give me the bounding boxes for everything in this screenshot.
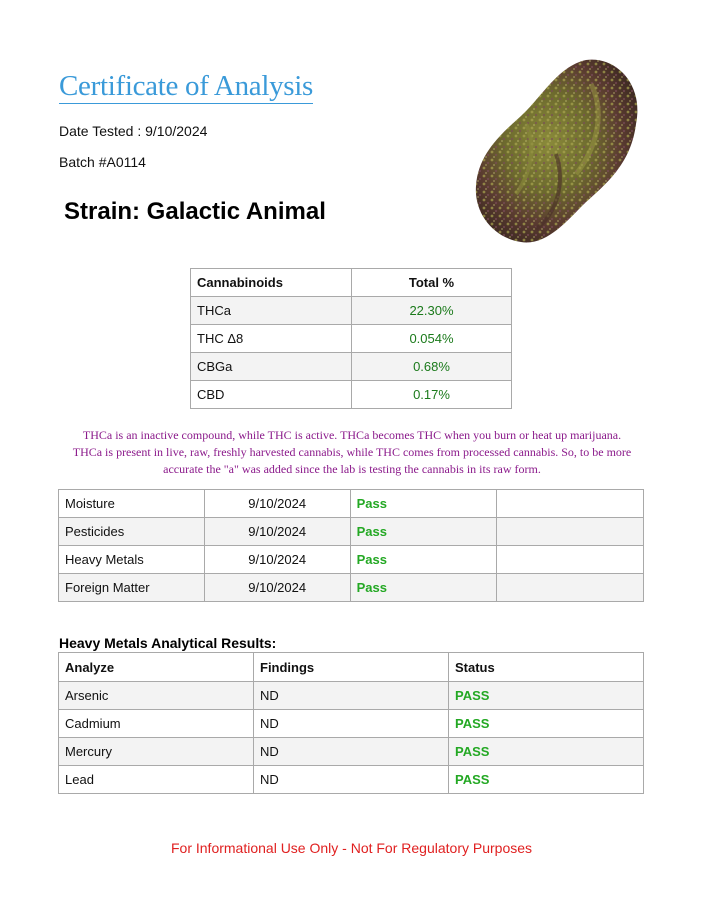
table-row (59, 682, 644, 710)
test-date: 9/10/2024 (204, 546, 350, 574)
cannabinoid-name: THC Δ8 (191, 325, 352, 353)
test-name: Foreign Matter (59, 574, 205, 602)
cannabinoid-total: 0.68% (352, 353, 512, 381)
test-extra (497, 490, 644, 518)
heavy-metals-table (58, 652, 644, 794)
analyte-name: Arsenic (59, 682, 254, 710)
test-name: Moisture (59, 490, 205, 518)
header-status: Status (449, 653, 644, 682)
header-total-percent: Total % (352, 269, 512, 297)
analyte-status: PASS (449, 766, 644, 794)
date-tested: Date Tested : 9/10/2024 (59, 123, 208, 139)
test-result: Pass (350, 518, 497, 546)
table-row (59, 766, 644, 794)
strain-name: Strain: Galactic Animal (64, 198, 326, 225)
safety-tests-table (58, 489, 644, 602)
batch-number: Batch #A0114 (59, 154, 146, 170)
test-name: Heavy Metals (59, 546, 205, 574)
analyte-status: PASS (449, 710, 644, 738)
note-line: THCa is an inactive compound, while THC is active. THCa becomes THC when you burn or heat up marijuana. (82, 428, 622, 442)
analyte-name: Cadmium (59, 710, 254, 738)
table-row (59, 574, 644, 602)
analyte-status: PASS (449, 682, 644, 710)
test-result: Pass (350, 490, 497, 518)
cannabinoid-name: CBGa (191, 353, 352, 381)
product-bud-image (466, 54, 646, 254)
table-row (59, 710, 644, 738)
test-result: Pass (350, 546, 497, 574)
cannabinoid-total: 0.054% (352, 325, 512, 353)
analyte-name: Mercury (59, 738, 254, 766)
table-row (191, 325, 512, 353)
note-line: THCa is present in live, raw, freshly harvested cannabis, while THC comes from processed cannabis. So, to be more (72, 445, 632, 459)
table-row (59, 490, 644, 518)
heavy-metals-section-title: Heavy Metals Analytical Results: (59, 635, 277, 651)
test-extra (497, 518, 644, 546)
test-name: Pesticides (59, 518, 205, 546)
table-header-row (191, 269, 512, 297)
test-date: 9/10/2024 (204, 574, 350, 602)
thca-explanation-note (58, 427, 646, 478)
test-date: 9/10/2024 (204, 518, 350, 546)
table-row (191, 381, 512, 409)
test-result: Pass (350, 574, 497, 602)
note-line: accurate the "a" was added since the lab is testing the cannabis in its raw form. (163, 462, 541, 476)
test-extra (497, 546, 644, 574)
cannabinoid-total: 22.30% (352, 297, 512, 325)
cannabinoid-name: CBD (191, 381, 352, 409)
table-row (59, 738, 644, 766)
cannabinoids-table (190, 268, 512, 409)
test-extra (497, 574, 644, 602)
table-row (59, 546, 644, 574)
analyte-status: PASS (449, 738, 644, 766)
table-row (191, 297, 512, 325)
header-findings: Findings (254, 653, 449, 682)
table-row (191, 353, 512, 381)
test-date: 9/10/2024 (204, 490, 350, 518)
cannabinoid-total: 0.17% (352, 381, 512, 409)
analyte-finding: ND (254, 738, 449, 766)
analyte-finding: ND (254, 766, 449, 794)
table-row (59, 518, 644, 546)
cannabinoid-name: THCa (191, 297, 352, 325)
header-cannabinoids: Cannabinoids (191, 269, 352, 297)
analyte-finding: ND (254, 710, 449, 738)
regulatory-disclaimer: For Informational Use Only - Not For Regulatory Purposes (170, 840, 533, 856)
analyte-name: Lead (59, 766, 254, 794)
analyte-finding: ND (254, 682, 449, 710)
table-header-row (59, 653, 644, 682)
header-analyze: Analyze (59, 653, 254, 682)
document-title: Certificate of Analysis (59, 70, 314, 102)
